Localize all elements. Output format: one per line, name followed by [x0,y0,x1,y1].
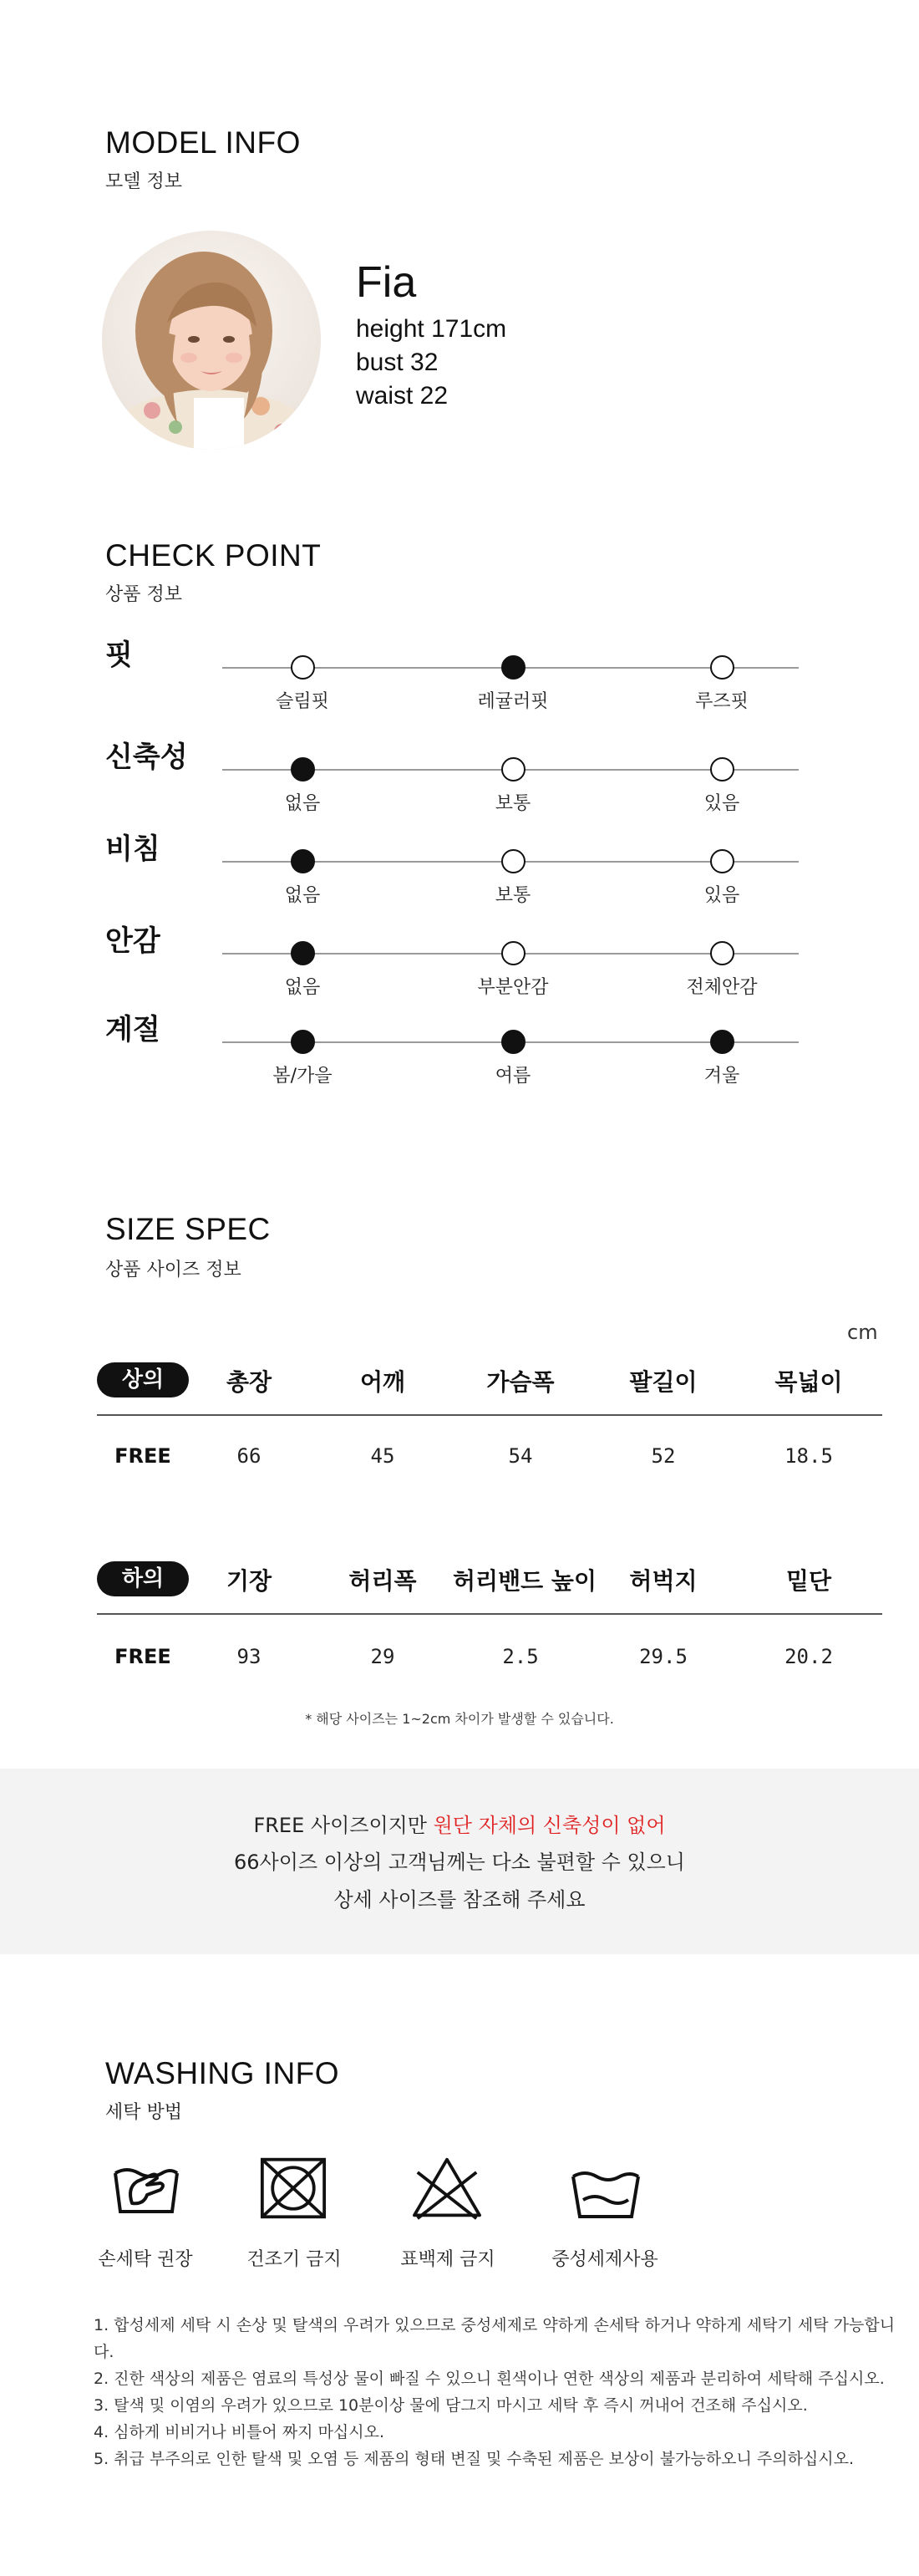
check-option-label: 전체안감 [686,977,758,998]
check-option-label: 슬림핏 [276,691,329,712]
washing-info-subtitle: 세탁 방법 [105,2102,183,2123]
unselected-dot [710,849,734,873]
check-option-label: 레귤러핏 [477,691,549,712]
check-option-label: 루즈핏 [695,691,749,712]
check-option-label: 없음 [284,793,321,814]
top-header-5: 목넓이 [774,1368,843,1396]
size-note: * 해당 사이즈는 1~2cm 차이가 발생할 수 있습니다. [305,1711,614,1727]
bottom-header-2: 허리폭 [348,1567,417,1595]
selected-dot [291,941,315,965]
check-label-1: 신축성 [105,741,188,774]
top-value-1: 66 [236,1444,261,1468]
bottom-header-3: 허리밴드 높이 [452,1567,597,1595]
bottom-header-rule [97,1613,882,1615]
selected-dot [291,849,315,873]
unselected-dot [501,757,526,781]
washing-info-title: WASHING INFO [105,2056,340,2090]
top-header-2: 어깨 [359,1368,406,1396]
washing-note-4: 4. 심하게 비비거나 비틀어 짜지 마십시오. [94,2423,385,2441]
check-label-2: 비침 [105,832,160,866]
bottom-badge: 하의 [97,1561,189,1596]
check-label-0: 핏 [105,639,133,672]
bottom-header-5: 밑단 [785,1567,832,1595]
unselected-dot [291,655,315,680]
hand-wash-label: 손세탁 권장 [98,2249,193,2270]
notice-highlight: 원단 자체의 신축성이 없어 [433,1814,666,1837]
bottom-value-4: 29.5 [639,1645,688,1668]
selected-dot [291,757,315,781]
washing-note-3: 3. 탈색 및 이염의 우려가 있으므로 10분이상 물에 담그지 마시고 세탁 후 즉시 꺼내어 건조해 주십시오. [94,2396,808,2415]
hand-wash-icon [109,2156,184,2223]
bottom-value-3: 2.5 [502,1645,539,1668]
check-label-4: 계절 [105,1013,160,1046]
model-photo [102,231,321,450]
bottom-row-label: FREE [114,1645,171,1668]
no-bleach-icon [409,2155,485,2222]
check-option-label: 없음 [284,885,321,906]
check-option-label: 여름 [495,1066,531,1087]
unselected-dot [710,757,734,781]
neutral-detergent-icon [568,2160,643,2227]
model-waist: waist 22 [356,382,449,410]
check-option-label: 없음 [284,977,321,998]
selected-dot [501,1030,526,1054]
check-option-label: 겨울 [703,1066,740,1087]
neutral-detergent-label: 중성세제사용 [551,2249,658,2270]
check-option-label: 부분안감 [477,977,549,998]
top-value-5: 18.5 [784,1444,833,1468]
check-option-label: 보통 [495,793,531,814]
model-height: height 171cm [356,315,507,343]
no-bleach-label: 표백제 금지 [400,2249,495,2270]
check-point-subtitle: 상품 정보 [105,584,183,605]
model-info-title: MODEL INFO [105,125,301,160]
top-header-rule [97,1414,882,1416]
size-spec-title: SIZE SPEC [105,1212,271,1246]
size-spec-subtitle: 상품 사이즈 정보 [105,1260,241,1280]
check-option-label: 있음 [703,793,740,814]
top-badge: 상의 [97,1362,189,1397]
check-option-label: 있음 [703,885,740,906]
selected-dot [710,1030,734,1054]
model-info-subtitle: 모델 정보 [105,171,183,192]
top-header-1: 총장 [226,1368,272,1396]
notice-line-1-text: FREE 사이즈이지만 [253,1814,434,1837]
unselected-dot [501,849,526,873]
bottom-value-1: 93 [236,1645,261,1668]
bottom-header-4: 허벅지 [629,1567,698,1595]
top-header-3: 가슴폭 [486,1368,555,1396]
no-tumble-dry-label: 건조기 금지 [246,2249,342,2270]
washing-notes [94,2312,896,2472]
model-bust: bust 32 [356,349,439,376]
check-option-label: 보통 [495,885,531,906]
model-name: Fia [356,258,417,307]
model-avatar [102,231,321,450]
notice-line-2: 66사이즈 이상의 고객님께는 다소 불편할 수 있으니 [234,1851,685,1874]
selected-dot [501,655,526,680]
unselected-dot [710,941,734,965]
unselected-dot [501,941,526,965]
washing-note-5: 5. 취급 부주의로 인한 탈색 및 오염 등 제품의 형태 변질 및 수축된 제품은 보상이 불가능하오니 주의하십시오. [94,2450,855,2468]
notice-line-1 [0,1809,919,1838]
bottom-value-5: 20.2 [784,1645,833,1668]
washing-note-1: 1. 합성세제 세탁 시 손상 및 탈색의 우려가 있으므로 중성세제로 약하게 손세탁 하거나 약하게 세탁기 세탁 가능합니다. [94,2316,896,2361]
check-point-title: CHECK POINT [105,538,322,573]
check-label-3: 안감 [105,924,160,958]
bottom-value-2: 29 [370,1645,395,1668]
top-value-3: 54 [508,1444,533,1468]
top-value-4: 52 [651,1444,676,1468]
top-row-label: FREE [114,1444,171,1468]
top-header-4: 팔길이 [629,1368,698,1396]
selected-dot [291,1030,315,1054]
check-option-label: 봄/가을 [272,1066,333,1087]
top-value-2: 45 [370,1444,395,1468]
washing-note-2: 2. 진한 색상의 제품은 염료의 특성상 물이 빠질 수 있으니 흰색이나 연한 색상의 제품과 분리하여 세탁해 주십시오. [94,2370,885,2388]
no-tumble-dry-icon [256,2155,331,2222]
size-unit: cm [847,1321,878,1344]
notice-line-3: 상세 사이즈를 참조해 주세요 [333,1888,586,1912]
unselected-dot [710,655,734,680]
bottom-header-1: 기장 [226,1567,272,1595]
